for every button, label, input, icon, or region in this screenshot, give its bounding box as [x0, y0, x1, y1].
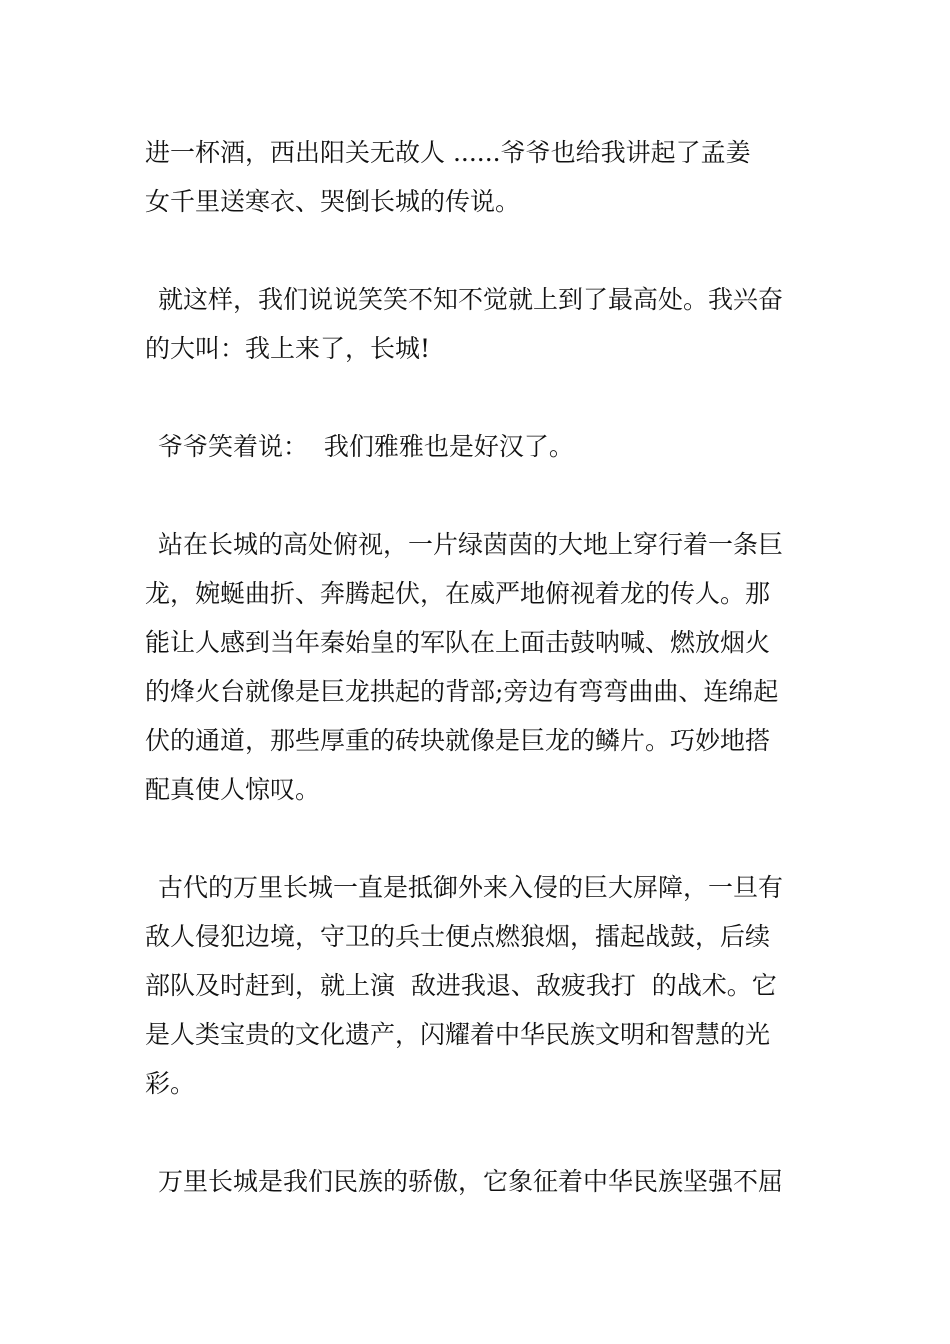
paragraph-line: 伏的通道，那些厚重的砖块就像是巨龙的鳞片。巧妙地搭 [145, 726, 771, 755]
paragraph-line: 站在长城的高处俯视，一片绿茵茵的大地上穿行着一条巨 [158, 530, 784, 559]
paragraph-2 [145, 275, 810, 373]
paragraph-6 [145, 1157, 810, 1206]
paragraph-line: 爷爷笑着说： 我们雅雅也是好汉了。 [158, 432, 574, 461]
paragraph-line: 进一杯酒，西出阳关无故人 ......爷爷也给我讲起了孟姜 [145, 138, 751, 167]
paragraph-line: 配真使人惊叹。 [145, 775, 321, 804]
paragraph-line: 古代的万里长城一直是抵御外来入侵的巨大屏障，一旦有 [158, 873, 784, 902]
paragraph-4 [145, 520, 810, 814]
paragraph-line: 敌人侵犯边境，守卫的兵士便点燃狼烟，擂起战鼓，后续 [145, 922, 771, 951]
paragraph-line: 的大叫：我上来了，长城! [145, 334, 431, 363]
paragraph-1 [145, 128, 810, 226]
paragraph-line: 彩。 [145, 1069, 196, 1098]
paragraph-line: 万里长城是我们民族的骄傲，它象征着中华民族坚强不屈 [158, 1167, 784, 1196]
paragraph-line: 女千里送寒衣、哭倒长城的传说。 [145, 187, 521, 216]
paragraph-line: 能让人感到当年秦始皇的军队在上面击鼓呐喊、燃放烟火 [145, 628, 771, 657]
paragraph-5 [145, 863, 810, 1108]
paragraph-line: 龙，婉蜒曲折、奔腾起伏，在威严地俯视着龙的传人。那 [145, 579, 771, 608]
paragraph-line: 的烽火台就像是巨龙拱起的背部;旁边有弯弯曲曲、连绵起 [145, 677, 779, 706]
document-body [145, 128, 810, 1255]
paragraph-3 [145, 422, 810, 471]
paragraph-line: 就这样，我们说说笑笑不知不觉就上到了最高处。我兴奋 [158, 285, 784, 314]
paragraph-line: 部队及时赶到，就上演 敌进我退、敌疲我打 的战术。它 [145, 971, 777, 1000]
paragraph-line: 是人类宝贵的文化遗产，闪耀着中华民族文明和智慧的光 [145, 1020, 771, 1049]
